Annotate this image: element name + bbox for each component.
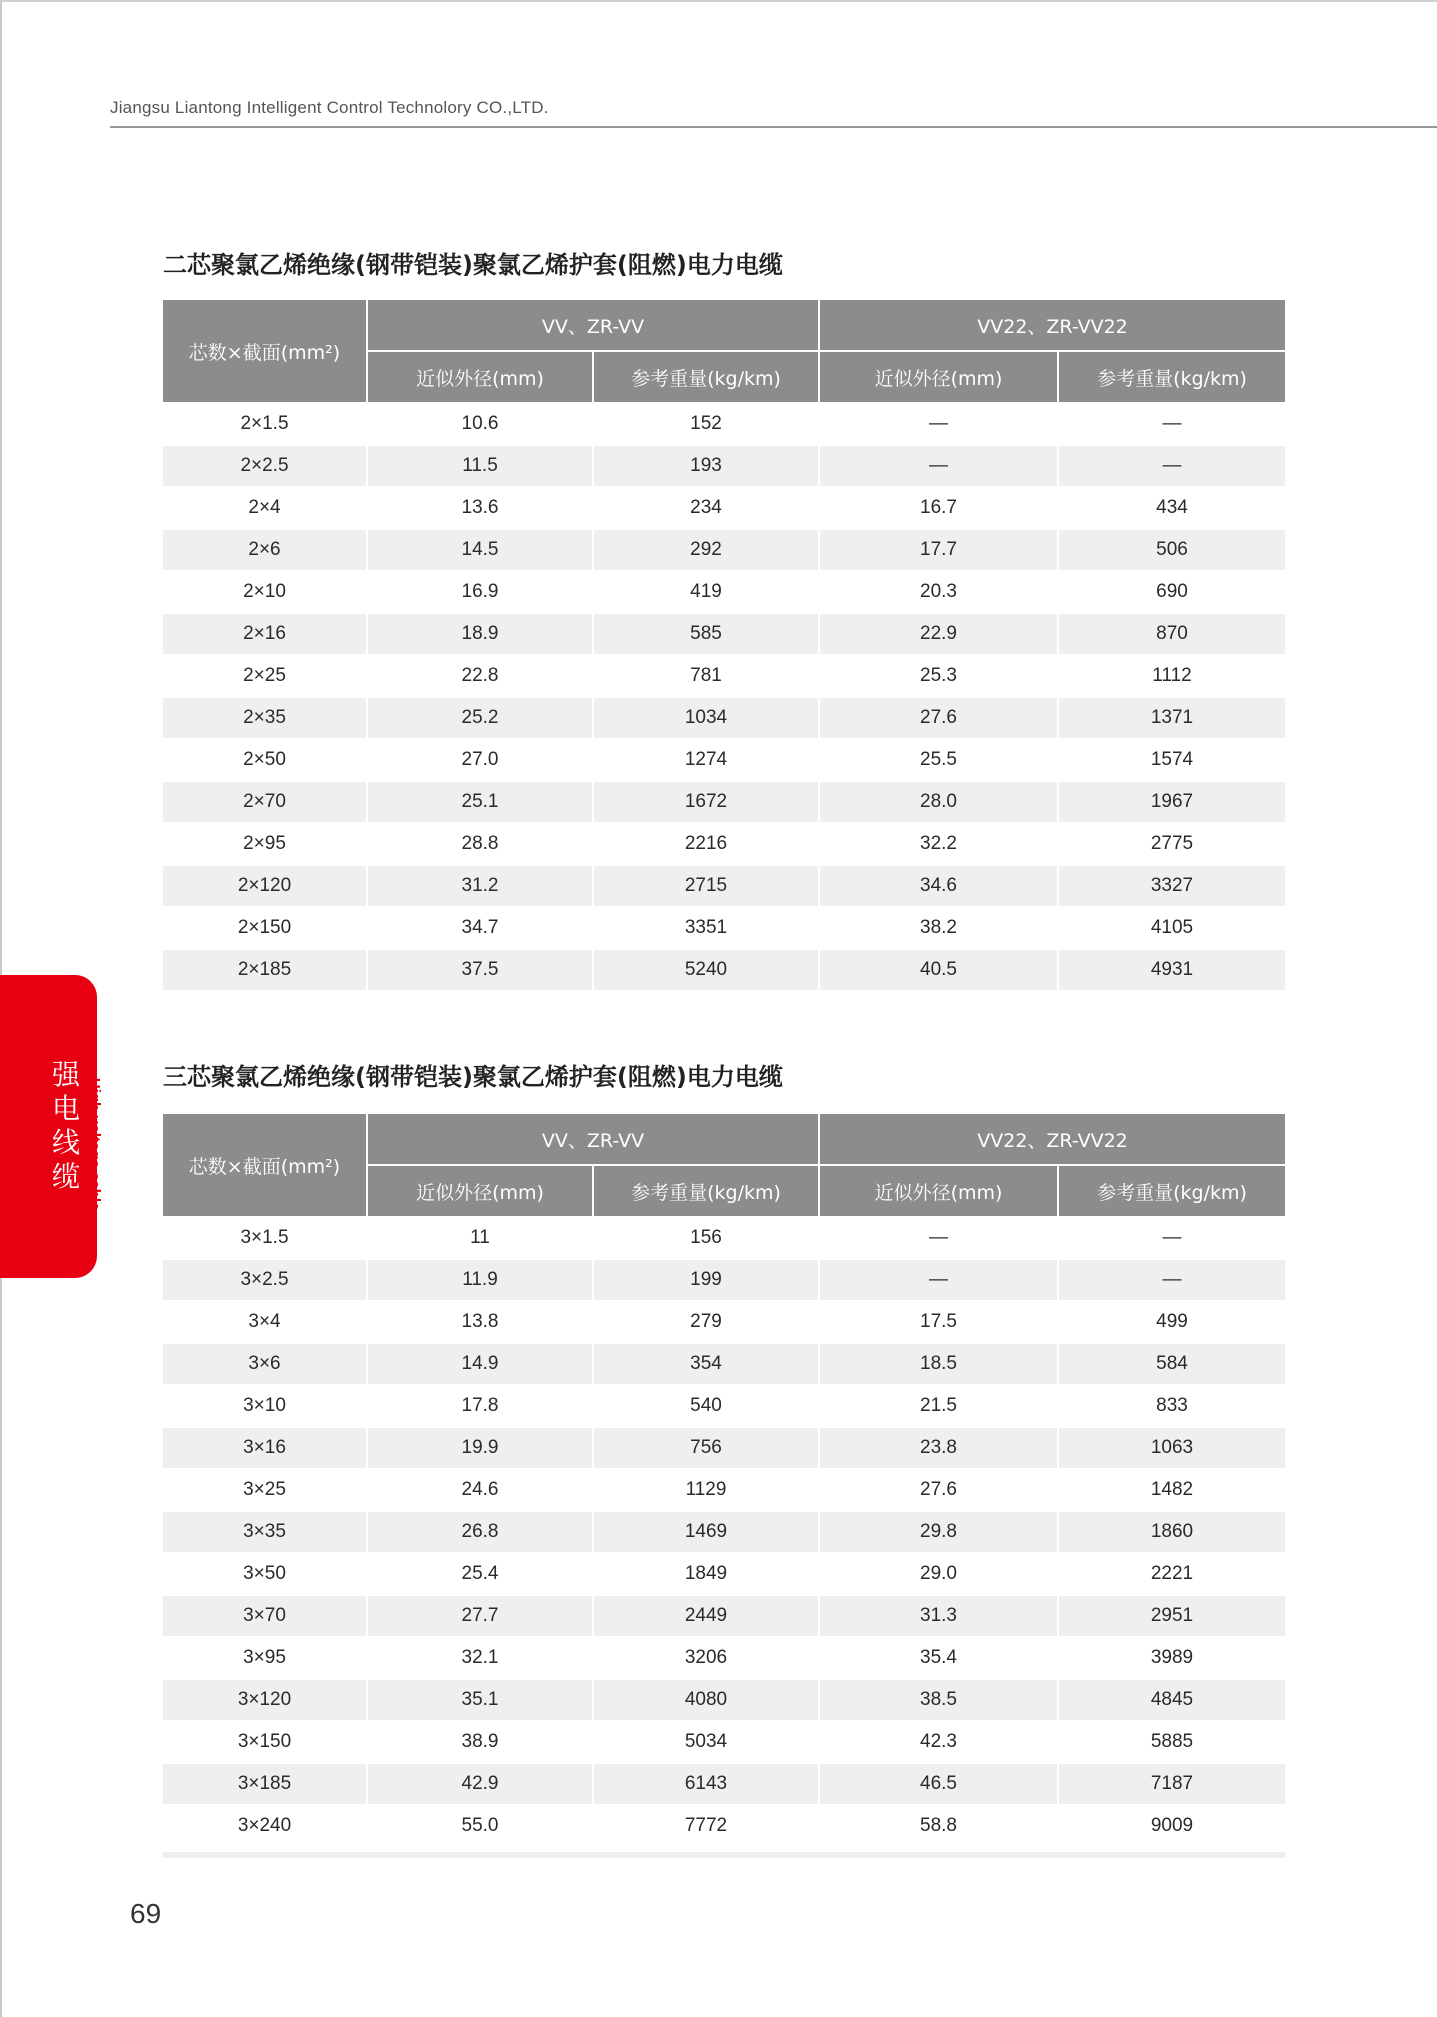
vv-od-cell: 42.9	[367, 1763, 593, 1805]
header-spec: 芯数×截面(mm²)	[163, 1114, 367, 1217]
vv-od-cell: 13.8	[367, 1301, 593, 1343]
vv-weight-cell: 2715	[593, 865, 819, 907]
table-row	[163, 403, 1285, 445]
vv-weight-cell: 3206	[593, 1637, 819, 1679]
vv22-od-cell: 22.9	[819, 613, 1058, 655]
table-row	[163, 1721, 1285, 1763]
header-vv22-od: 近似外径(mm)	[819, 351, 1058, 403]
vv-weight-cell: 781	[593, 655, 819, 697]
vv22-od-cell: 17.5	[819, 1301, 1058, 1343]
vv22-weight-cell: 5885	[1058, 1721, 1285, 1763]
table-row	[163, 949, 1285, 990]
table-2-footer-band	[163, 1852, 1285, 1858]
vv-weight-cell: 279	[593, 1301, 819, 1343]
table-row	[163, 739, 1285, 781]
vv22-weight-cell: 833	[1058, 1385, 1285, 1427]
header-group-vv22: VV22、ZR-VV22	[819, 1114, 1285, 1165]
spec-cell: 3×35	[163, 1511, 367, 1553]
vv22-od-cell: 21.5	[819, 1385, 1058, 1427]
spec-cell: 3×50	[163, 1553, 367, 1595]
vv22-od-cell: 25.5	[819, 739, 1058, 781]
vv22-od-cell: 40.5	[819, 949, 1058, 990]
spec-cell: 2×16	[163, 613, 367, 655]
table-1-title: 二芯聚氯乙烯绝缘(钢带铠装)聚氯乙烯护套(阻燃)电力电缆	[163, 251, 783, 279]
header-spec: 芯数×截面(mm²)	[163, 300, 367, 403]
vv22-weight-cell: 4931	[1058, 949, 1285, 990]
spec-cell: 2×70	[163, 781, 367, 823]
header-divider	[110, 126, 1437, 128]
header-vv22-od: 近似外径(mm)	[819, 1165, 1058, 1217]
spec-cell: 3×95	[163, 1637, 367, 1679]
vv-weight-cell: 756	[593, 1427, 819, 1469]
table-row	[163, 907, 1285, 949]
vv-od-cell: 38.9	[367, 1721, 593, 1763]
spec-cell: 2×4	[163, 487, 367, 529]
spec-cell: 3×2.5	[163, 1259, 367, 1301]
vv-weight-cell: 1129	[593, 1469, 819, 1511]
vv-od-cell: 14.9	[367, 1343, 593, 1385]
table-row	[163, 1301, 1285, 1343]
page-border-top	[0, 0, 1437, 2]
table-row	[163, 1385, 1285, 1427]
spec-cell: 2×10	[163, 571, 367, 613]
vv22-od-cell: —	[819, 1217, 1058, 1259]
vv22-weight-cell: 3327	[1058, 865, 1285, 907]
vv22-weight-cell: 690	[1058, 571, 1285, 613]
vv22-weight-cell: 506	[1058, 529, 1285, 571]
vv-weight-cell: 1469	[593, 1511, 819, 1553]
table-row	[163, 529, 1285, 571]
table-row	[163, 571, 1285, 613]
vv-od-cell: 27.0	[367, 739, 593, 781]
spec-cell: 3×16	[163, 1427, 367, 1469]
table-row	[163, 1595, 1285, 1637]
vv-od-cell: 32.1	[367, 1637, 593, 1679]
vv-weight-cell: 152	[593, 403, 819, 445]
page-number: 69	[130, 1898, 162, 1929]
vv-od-cell: 37.5	[367, 949, 593, 990]
spec-cell: 3×185	[163, 1763, 367, 1805]
spec-cell: 2×6	[163, 529, 367, 571]
vv-od-cell: 16.9	[367, 571, 593, 613]
vv22-weight-cell: 7187	[1058, 1763, 1285, 1805]
vv-od-cell: 11	[367, 1217, 593, 1259]
vv22-od-cell: 23.8	[819, 1427, 1058, 1469]
spec-cell: 3×1.5	[163, 1217, 367, 1259]
table-row	[163, 655, 1285, 697]
vv-weight-cell: 1849	[593, 1553, 819, 1595]
vv-weight-cell: 193	[593, 445, 819, 487]
header-vv-od: 近似外径(mm)	[367, 1165, 593, 1217]
header-vv-weight: 参考重量(kg/km)	[593, 1165, 819, 1217]
vv22-weight-cell: 2951	[1058, 1595, 1285, 1637]
vv-weight-cell: 1274	[593, 739, 819, 781]
vv22-weight-cell: 4105	[1058, 907, 1285, 949]
vv-weight-cell: 292	[593, 529, 819, 571]
vv-od-cell: 11.5	[367, 445, 593, 487]
vv22-od-cell: 18.5	[819, 1343, 1058, 1385]
vv-weight-cell: 354	[593, 1343, 819, 1385]
vv22-weight-cell: 3989	[1058, 1637, 1285, 1679]
vv22-od-cell: —	[819, 1259, 1058, 1301]
vv-od-cell: 25.1	[367, 781, 593, 823]
vv-od-cell: 19.9	[367, 1427, 593, 1469]
vv-weight-cell: 5240	[593, 949, 819, 990]
vv22-od-cell: 16.7	[819, 487, 1058, 529]
spec-cell: 3×25	[163, 1469, 367, 1511]
vv22-weight-cell: 870	[1058, 613, 1285, 655]
vv22-od-cell: 31.3	[819, 1595, 1058, 1637]
table-row	[163, 613, 1285, 655]
vv22-od-cell: 58.8	[819, 1805, 1058, 1846]
spec-cell: 2×150	[163, 907, 367, 949]
table-2-title: 三芯聚氯乙烯绝缘(钢带铠装)聚氯乙烯护套(阻燃)电力电缆	[163, 1063, 783, 1091]
vv-od-cell: 25.4	[367, 1553, 593, 1595]
vv22-weight-cell: 9009	[1058, 1805, 1285, 1846]
vv-weight-cell: 7772	[593, 1805, 819, 1846]
vv22-weight-cell: 1860	[1058, 1511, 1285, 1553]
vv22-od-cell: —	[819, 403, 1058, 445]
vv22-weight-cell: 499	[1058, 1301, 1285, 1343]
vv22-od-cell: 46.5	[819, 1763, 1058, 1805]
vv-od-cell: 25.2	[367, 697, 593, 739]
table-row	[163, 1259, 1285, 1301]
header-group-vv: VV、ZR-VV	[367, 300, 819, 351]
vv-od-cell: 55.0	[367, 1805, 593, 1846]
vv22-od-cell: 32.2	[819, 823, 1058, 865]
vv-weight-cell: 2216	[593, 823, 819, 865]
vv-weight-cell: 419	[593, 571, 819, 613]
vv22-od-cell: 27.6	[819, 1469, 1058, 1511]
spec-cell: 3×4	[163, 1301, 367, 1343]
table-row	[163, 1469, 1285, 1511]
vv22-od-cell: 34.6	[819, 865, 1058, 907]
table-row	[163, 1805, 1285, 1846]
vv22-weight-cell: 1112	[1058, 655, 1285, 697]
table-row	[163, 697, 1285, 739]
vv22-weight-cell: —	[1058, 445, 1285, 487]
vv-od-cell: 11.9	[367, 1259, 593, 1301]
vv-weight-cell: 3351	[593, 907, 819, 949]
table-row	[163, 487, 1285, 529]
spec-cell: 2×2.5	[163, 445, 367, 487]
vv-od-cell: 27.7	[367, 1595, 593, 1637]
spec-cell: 3×70	[163, 1595, 367, 1637]
header-vv-od: 近似外径(mm)	[367, 351, 593, 403]
three-core-cable-table	[163, 1114, 1285, 1846]
spec-cell: 2×25	[163, 655, 367, 697]
header-vv-weight: 参考重量(kg/km)	[593, 351, 819, 403]
vv-weight-cell: 1672	[593, 781, 819, 823]
table-row	[163, 1553, 1285, 1595]
spec-cell: 2×95	[163, 823, 367, 865]
vv22-od-cell: 27.6	[819, 697, 1058, 739]
two-core-cable-table	[163, 300, 1285, 990]
vv-od-cell: 31.2	[367, 865, 593, 907]
vv-weight-cell: 540	[593, 1385, 819, 1427]
vv22-od-cell: 38.5	[819, 1679, 1058, 1721]
vv22-od-cell: —	[819, 445, 1058, 487]
spec-cell: 2×185	[163, 949, 367, 990]
vv22-weight-cell: 1063	[1058, 1427, 1285, 1469]
vv22-weight-cell: 2775	[1058, 823, 1285, 865]
table-row	[163, 781, 1285, 823]
vv-weight-cell: 234	[593, 487, 819, 529]
vv22-od-cell: 42.3	[819, 1721, 1058, 1763]
vv22-od-cell: 25.3	[819, 655, 1058, 697]
vv22-od-cell: 38.2	[819, 907, 1058, 949]
header-group-vv22: VV22、ZR-VV22	[819, 300, 1285, 351]
vv-weight-cell: 199	[593, 1259, 819, 1301]
vv-od-cell: 18.9	[367, 613, 593, 655]
vv22-weight-cell: —	[1058, 1217, 1285, 1259]
vv-weight-cell: 2449	[593, 1595, 819, 1637]
table-row	[163, 865, 1285, 907]
vv-od-cell: 14.5	[367, 529, 593, 571]
vv-weight-cell: 5034	[593, 1721, 819, 1763]
table-row	[163, 445, 1285, 487]
vv22-weight-cell: —	[1058, 403, 1285, 445]
spec-cell: 2×1.5	[163, 403, 367, 445]
vv-od-cell: 26.8	[367, 1511, 593, 1553]
spec-cell: 3×150	[163, 1721, 367, 1763]
vv22-od-cell: 17.7	[819, 529, 1058, 571]
table-row	[163, 1637, 1285, 1679]
vv-od-cell: 35.1	[367, 1679, 593, 1721]
spec-cell: 3×120	[163, 1679, 367, 1721]
vv22-weight-cell: 4845	[1058, 1679, 1285, 1721]
spec-cell: 2×50	[163, 739, 367, 781]
vv22-weight-cell: 2221	[1058, 1553, 1285, 1595]
table-row	[163, 1343, 1285, 1385]
table-row	[163, 1763, 1285, 1805]
spec-cell: 3×240	[163, 1805, 367, 1846]
header-vv22-weight: 参考重量(kg/km)	[1058, 1165, 1285, 1217]
vv-od-cell: 10.6	[367, 403, 593, 445]
vv-weight-cell: 4080	[593, 1679, 819, 1721]
vv22-od-cell: 29.0	[819, 1553, 1058, 1595]
table-row	[163, 823, 1285, 865]
spec-cell: 2×120	[163, 865, 367, 907]
side-tab-label: 强电线缆	[51, 1058, 80, 1193]
vv22-weight-cell: 584	[1058, 1343, 1285, 1385]
vv-od-cell: 24.6	[367, 1469, 593, 1511]
triangle-icon: ▲	[87, 1062, 101, 1074]
vv-weight-cell: 6143	[593, 1763, 819, 1805]
table-row	[163, 1217, 1285, 1259]
vv22-od-cell: 28.0	[819, 781, 1058, 823]
header-vv22-weight: 参考重量(kg/km)	[1058, 351, 1285, 403]
vv-weight-cell: 585	[593, 613, 819, 655]
vv22-weight-cell: 1371	[1058, 697, 1285, 739]
vv-weight-cell: 156	[593, 1217, 819, 1259]
vv22-od-cell: 29.8	[819, 1511, 1058, 1553]
table-row	[163, 1511, 1285, 1553]
vv-od-cell: 17.8	[367, 1385, 593, 1427]
vv22-od-cell: 35.4	[819, 1637, 1058, 1679]
side-subtitle	[86, 1062, 103, 1210]
company-header: Jiangsu Liantong Intelligent Control Technolory CO.,LTD.	[110, 98, 549, 117]
table-row	[163, 1427, 1285, 1469]
vv-od-cell: 22.8	[367, 655, 593, 697]
header-group-vv: VV、ZR-VV	[367, 1114, 819, 1165]
vv-od-cell: 13.6	[367, 487, 593, 529]
vv22-od-cell: 20.3	[819, 571, 1058, 613]
side-subtitle-text: High voltage cable	[86, 1077, 103, 1211]
vv22-weight-cell: —	[1058, 1259, 1285, 1301]
vv22-weight-cell: 434	[1058, 487, 1285, 529]
spec-cell: 2×35	[163, 697, 367, 739]
vv-weight-cell: 1034	[593, 697, 819, 739]
spec-cell: 3×10	[163, 1385, 367, 1427]
vv22-weight-cell: 1967	[1058, 781, 1285, 823]
vv-od-cell: 34.7	[367, 907, 593, 949]
table-row	[163, 1679, 1285, 1721]
vv-od-cell: 28.8	[367, 823, 593, 865]
vv22-weight-cell: 1482	[1058, 1469, 1285, 1511]
spec-cell: 3×6	[163, 1343, 367, 1385]
vv22-weight-cell: 1574	[1058, 739, 1285, 781]
